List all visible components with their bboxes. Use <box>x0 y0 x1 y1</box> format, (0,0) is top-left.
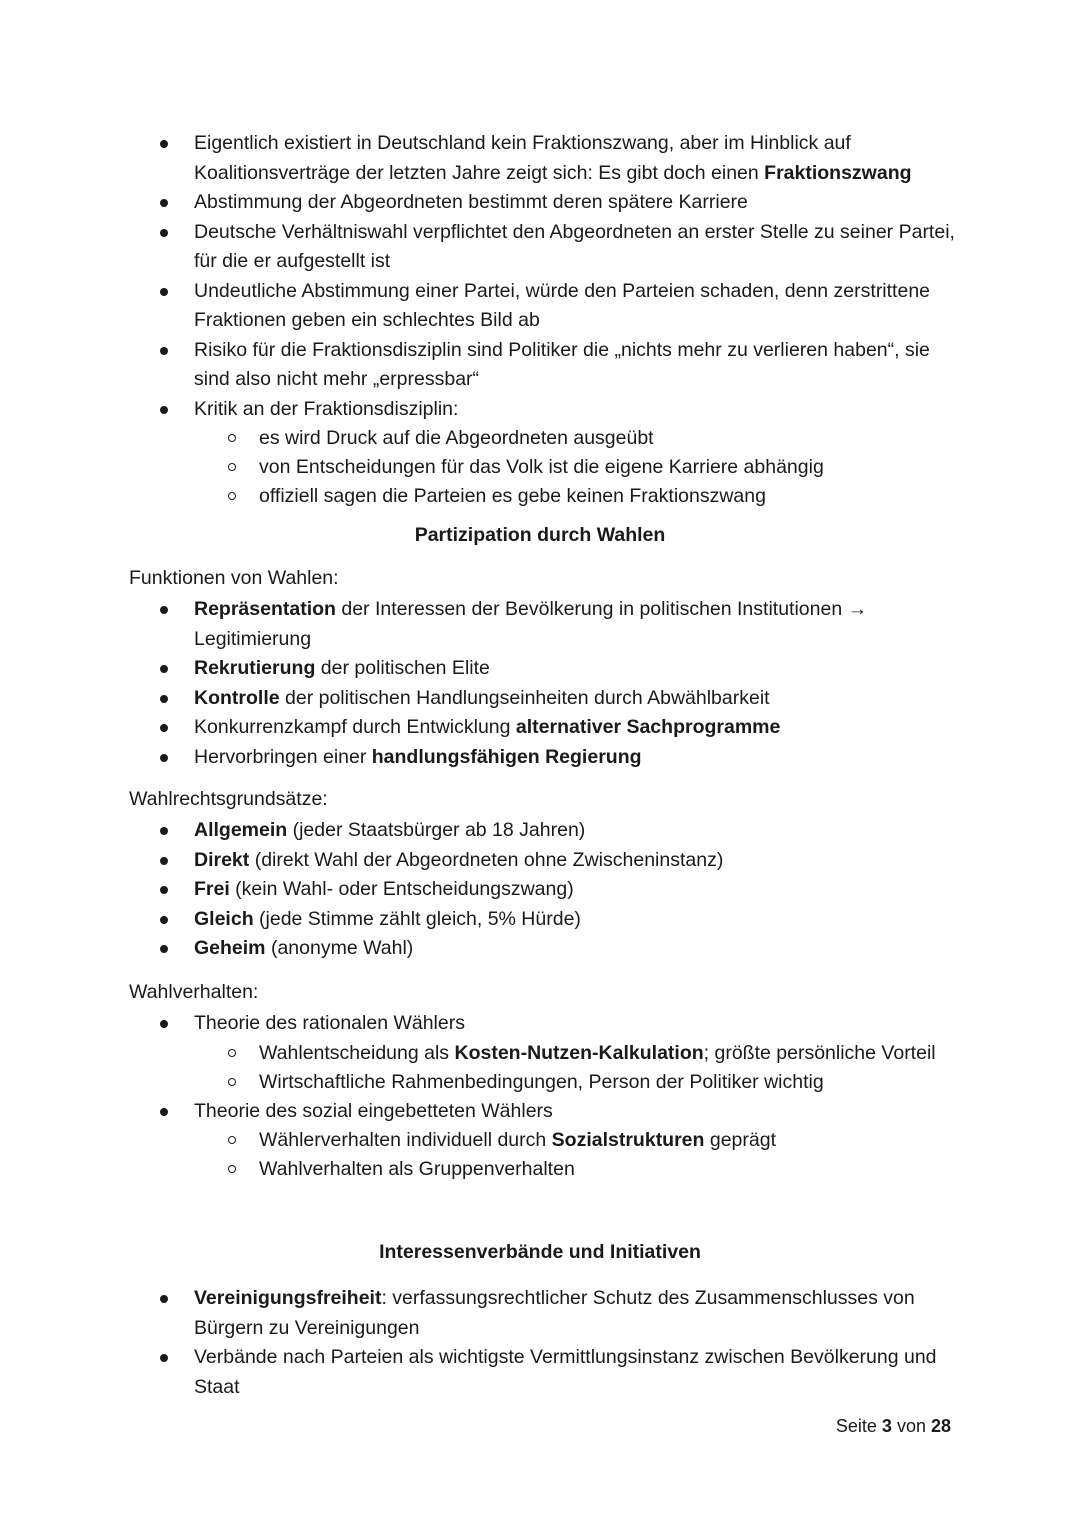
section-heading-wahlen: Partizipation durch Wahlen <box>414 524 666 546</box>
funktionen-label: Funktionen von Wahlen: <box>129 567 339 589</box>
sub-list-item: Wählerverhalten individuell durch Sozialstrukturen geprägt <box>194 1126 960 1155</box>
list-item: Direkt (direkt Wahl der Abgeordneten ohne Zwischeninstanz) <box>0 846 1080 876</box>
list-item: Kritik an der Fraktionsdisziplin: es wird Druck auf die Abgeordneten ausgeübt von Entscheidungen für das Volk ist die eigene Karriere abhängig offiziell sagen die Parteien es gebe keinen Fraktionszwang <box>0 395 1080 512</box>
list-item: Konkurrenzkampf durch Entwicklung alternativer Sachprogramme <box>0 713 1080 743</box>
list-item: Abstimmung der Abgeordneten bestimmt deren spätere Karriere <box>0 188 1080 218</box>
verbaende-section <box>0 1284 1080 1402</box>
sub-list-item: offiziell sagen die Parteien es gebe keinen Fraktionszwang <box>194 482 960 511</box>
grundsaetze-section <box>0 816 1080 964</box>
grundsaetze-label: Wahlrechtsgrundsätze: <box>129 788 328 810</box>
list-item: Rekrutierung der politischen Elite <box>0 654 1080 684</box>
list-item: Vereinigungsfreiheit: verfassungsrechtlicher Schutz des Zusammenschlusses von Bürgern zu Vereinigungen <box>0 1284 1080 1343</box>
list-item: Risiko für die Fraktionsdisziplin sind Politiker die „nichts mehr zu verlieren haben“, sie sind also nicht mehr „erpressbar“ <box>0 336 1080 395</box>
sub-list-item: Wirtschaftliche Rahmenbedingungen, Person der Politiker wichtig <box>194 1068 960 1097</box>
grundsaetze-list <box>0 816 1080 964</box>
list-item: Hervorbringen einer handlungsfähigen Regierung <box>0 743 1080 773</box>
list-item: Geheim (anonyme Wahl) <box>0 934 1080 964</box>
list-item: Deutsche Verhältniswahl verpflichtet den Abgeordneten an erster Stelle zu seiner Partei, für die er aufgestellt ist <box>0 218 1080 277</box>
intro-bullet-list <box>0 129 1080 511</box>
funktionen-section <box>0 595 1080 772</box>
section-heading-verbaende: Interessenverbände und Initiativen <box>379 1241 701 1263</box>
theorie1-sublist <box>194 1039 960 1097</box>
wahlverhalten-label: Wahlverhalten: <box>129 981 259 1003</box>
list-item: Allgemein (jeder Staatsbürger ab 18 Jahren) <box>0 816 1080 846</box>
list-item: Eigentlich existiert in Deutschland kein Fraktionszwang, aber im Hinblick auf Koalitionsverträge der letzten Jahre zeigt sich: Es gibt doch einen Fraktionszwang <box>0 129 1080 188</box>
list-item: Repräsentation der Interessen der Bevölkerung in politischen Institutionen → Legitimierung <box>0 595 1080 654</box>
fraktionszwang-section <box>0 129 1080 511</box>
page-number: Seite 3 von 28 <box>835 1416 951 1436</box>
theorie2-sublist <box>194 1126 960 1184</box>
list-item: Verbände nach Parteien als wichtigste Vermittlungsinstanz zwischen Bevölkerung und Staat <box>0 1343 1080 1402</box>
wahlverhalten-section <box>0 1009 1080 1184</box>
sub-list-item: von Entscheidungen für das Volk ist die eigene Karriere abhängig <box>194 453 960 482</box>
kritik-sublist <box>194 424 960 511</box>
list-item: Frei (kein Wahl- oder Entscheidungszwang) <box>0 875 1080 905</box>
funktionen-list <box>0 595 1080 772</box>
list-item: Undeutliche Abstimmung einer Partei, würde den Parteien schaden, denn zerstrittene Fraktionen geben ein schlechtes Bild ab <box>0 277 1080 336</box>
list-item: Theorie des sozial eingebetteten Wählers Wählerverhalten individuell durch Sozialstrukturen geprägt Wahlverhalten als Gruppenverhalten <box>0 1097 1080 1185</box>
list-item: Kontrolle der politischen Handlungseinheiten durch Abwählbarkeit <box>0 684 1080 714</box>
sub-list-item: Wahlverhalten als Gruppenverhalten <box>194 1155 960 1184</box>
sub-list-item: es wird Druck auf die Abgeordneten ausgeübt <box>194 424 960 453</box>
sub-list-item: Wahlentscheidung als Kosten-Nutzen-Kalkulation; größte persönliche Vorteil <box>194 1039 960 1068</box>
list-item: Gleich (jede Stimme zählt gleich, 5% Hürde) <box>0 905 1080 935</box>
list-item: Theorie des rationalen Wählers Wahlentscheidung als Kosten-Nutzen-Kalkulation; größte persönliche Vorteil Wirtschaftliche Rahmenbedingungen, Person der Politiker wichtig <box>0 1009 1080 1097</box>
verbaende-list <box>0 1284 1080 1402</box>
wahlverhalten-list <box>0 1009 1080 1184</box>
